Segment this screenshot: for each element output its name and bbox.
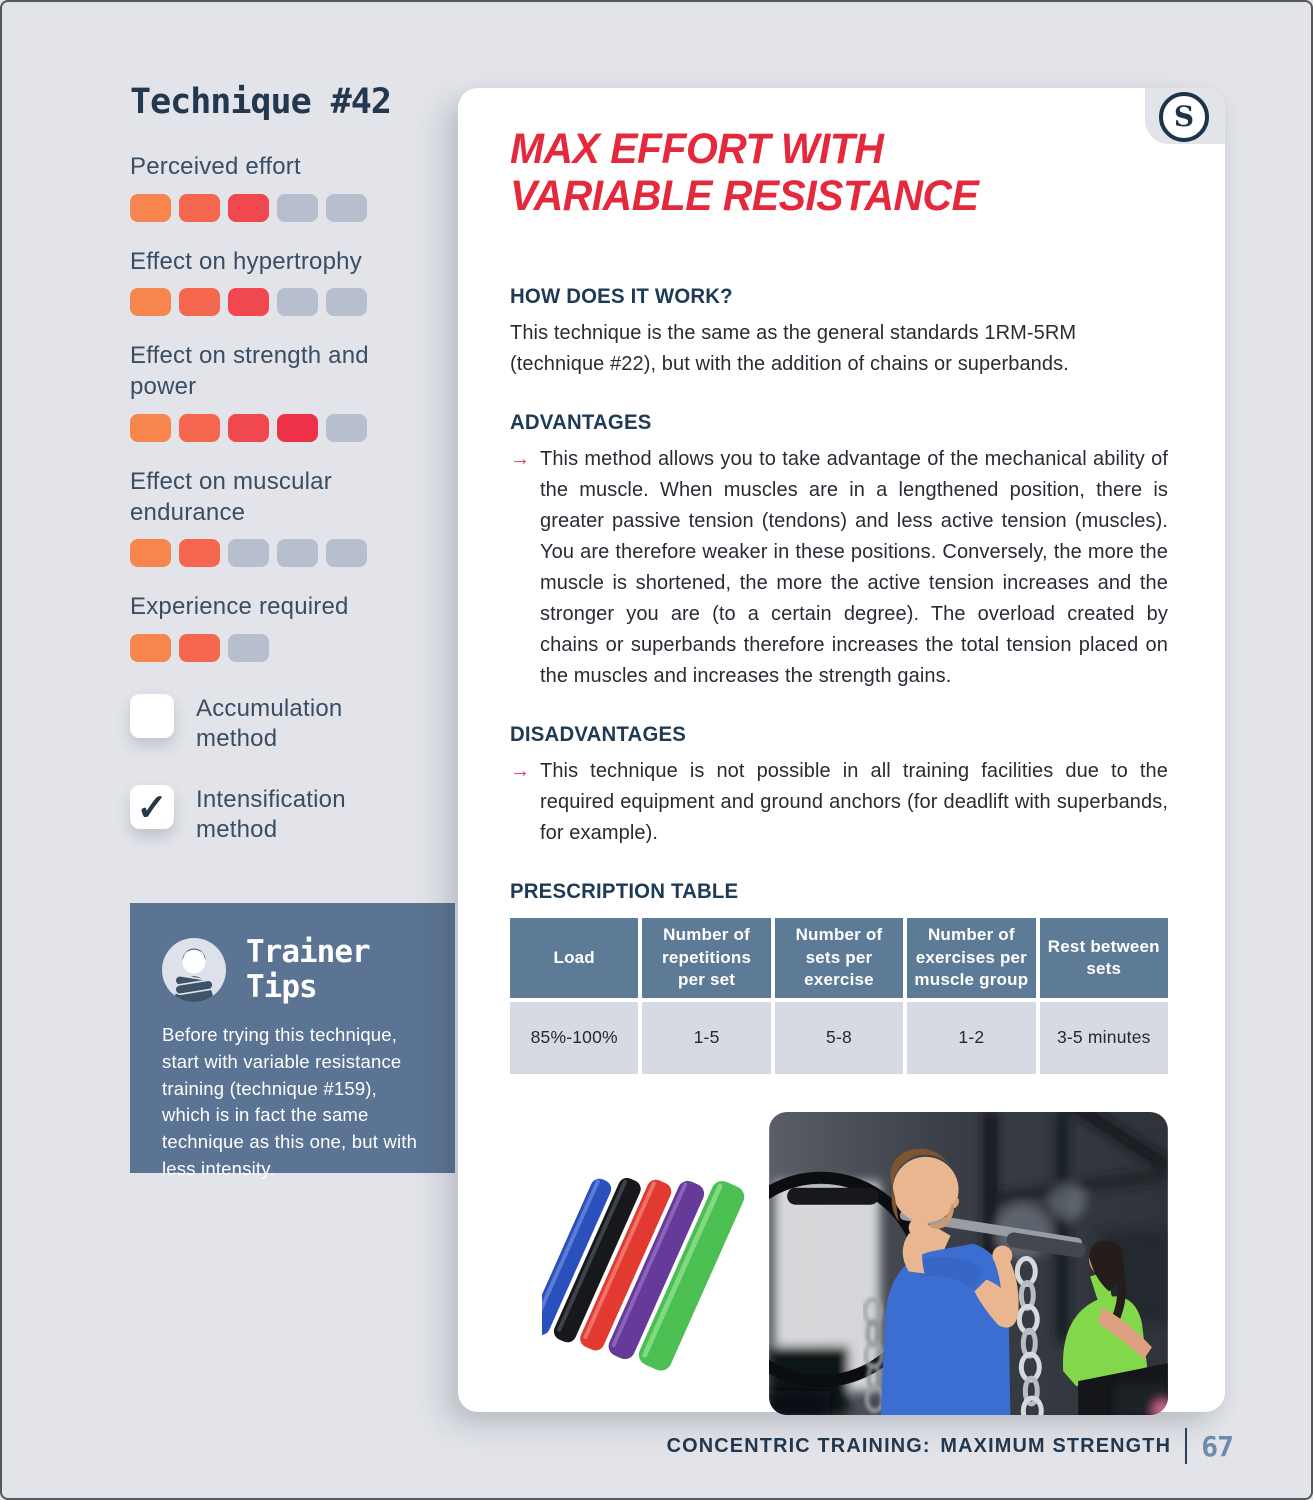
- rating-square-empty: [326, 539, 367, 567]
- prescription-table: [506, 914, 1172, 1078]
- table-header-cell: Rest between sets: [1040, 918, 1168, 998]
- table-cell: 1-2: [907, 1002, 1035, 1074]
- rating-square-filled: [130, 634, 171, 662]
- page-title: MAX EFFORT WITH VARIABLE RESISTANCE: [510, 125, 979, 221]
- checkbox-checked: [130, 785, 174, 829]
- rating-square-filled: [179, 414, 220, 442]
- bullet-text: This method allows you to take advantage of the mechanical ability of the muscle. When muscles are in a lengthened position, there is greater passive tension (tendons) and less active tension (muscles). You are therefore weaker in these positions. Conversely, the more the muscle is shortened, the more the active tension increases and the stronger you are (to a certain degree). The overload created by chains or superbands therefore increases the total tension placed on the muscles and increases the strength gains.: [540, 447, 1168, 687]
- rating-squares: [130, 414, 435, 442]
- strength-badge-icon: [1159, 92, 1209, 142]
- trainer-icon: [162, 938, 226, 1002]
- rating-squares: [130, 634, 435, 662]
- rating-squares: [130, 288, 435, 316]
- bullet-item: [510, 444, 1168, 692]
- method-label: Intensification method: [196, 786, 346, 844]
- table-header-cell: Load: [510, 918, 638, 998]
- methods-list: [130, 694, 435, 845]
- section-paragraph: This technique is the same as the general standards 1RM-5RM (technique #22), but with the addition of chains or superbands.: [510, 321, 1077, 375]
- rating-square-filled: [228, 414, 269, 442]
- rating-square-filled: [130, 194, 171, 222]
- method-row: [130, 694, 435, 754]
- prescription-table-heading: PRESCRIPTION TABLE: [510, 879, 739, 903]
- rating-square-filled: [130, 539, 171, 567]
- rating-row: [130, 152, 435, 222]
- ratings-list: [130, 152, 435, 662]
- arrow-bullet-icon: →: [510, 759, 530, 782]
- rating-square-empty: [326, 288, 367, 316]
- table-header-cell: Number of exercises per muscle group: [907, 918, 1035, 998]
- rating-square-filled: [179, 288, 220, 316]
- rating-squares: [130, 194, 435, 222]
- trainer-tips-text: Before trying this technique, start with variable resistance training (technique #159), which is in fact the same technique as this one, but with less intensity.: [162, 1024, 418, 1179]
- section-advantages: [510, 411, 1168, 692]
- rating-label: Perceived effort: [130, 153, 301, 180]
- checkmark-icon: ✓: [136, 786, 168, 828]
- section-heading: ADVANTAGES: [510, 410, 652, 434]
- prescription-table-head: [510, 918, 1168, 998]
- rating-row: [130, 247, 435, 317]
- arrow-bullet-icon: →: [510, 447, 530, 470]
- rating-square-empty: [277, 539, 318, 567]
- resistance-bands-photo: [542, 1145, 754, 1381]
- technique-number-title: Technique #42: [130, 82, 391, 122]
- rating-row: [130, 592, 435, 662]
- section-disadvantages: [510, 723, 1168, 849]
- rating-square-empty: [228, 634, 269, 662]
- rating-label: Effect on muscular endurance: [130, 467, 332, 526]
- badge-tab: [1145, 88, 1225, 144]
- bullet-text: This technique is not possible in all training facilities due to the required equipment and ground anchors (for deadlift with superbands, for example).: [540, 759, 1168, 844]
- rating-squares: [130, 539, 435, 567]
- rating-square-empty: [277, 288, 318, 316]
- footer-section-title: CONCENTRIC TRAINING: MAXIMUM STRENGTH: [666, 1434, 1172, 1457]
- rating-square-filled: [179, 539, 220, 567]
- trainer-tips-header: [162, 935, 427, 1004]
- rating-square-filled: [130, 288, 171, 316]
- rating-square-empty: [326, 414, 367, 442]
- section-how-does-it-work: [510, 285, 1168, 380]
- table-header-cell: Number of repetitions per set: [642, 918, 770, 998]
- method-row: [130, 785, 435, 845]
- sidebar: [130, 82, 435, 876]
- rating-square-filled: [228, 288, 269, 316]
- section-heading: HOW DOES IT WORK?: [510, 284, 733, 308]
- rating-square-filled: [228, 194, 269, 222]
- trainer-tips-title: Trainer Tips: [246, 934, 370, 1005]
- section-prescription-table: [510, 880, 1168, 1078]
- section-heading: DISADVANTAGES: [510, 722, 687, 746]
- rating-square-filled: [277, 414, 318, 442]
- rating-row: [130, 467, 435, 567]
- bullet-item: [510, 756, 1168, 849]
- table-cell: 3-5 minutes: [1040, 1002, 1168, 1074]
- page-number: 67: [1201, 1429, 1233, 1463]
- table-cell: 5-8: [775, 1002, 903, 1074]
- rating-square-empty: [326, 194, 367, 222]
- badge-letter: S: [1173, 100, 1195, 133]
- gym-squat-chains-photo: [769, 1112, 1168, 1415]
- prescription-table-body: [510, 1002, 1168, 1074]
- trainer-tips-box: [130, 903, 455, 1179]
- rating-square-empty: [228, 539, 269, 567]
- table-cell: 85%-100%: [510, 1002, 638, 1074]
- rating-label: Effect on strength and power: [130, 342, 369, 401]
- table-header-cell: Number of sets per exercise: [775, 918, 903, 998]
- rating-square-filled: [179, 194, 220, 222]
- table-header-row: [510, 918, 1168, 998]
- table-cell: 1-5: [642, 1002, 770, 1074]
- rating-row: [130, 341, 435, 441]
- rating-label: Effect on hypertrophy: [130, 247, 362, 275]
- table-row: [510, 1002, 1168, 1074]
- rating-label: Experience required: [130, 593, 349, 621]
- rating-square-filled: [179, 634, 220, 662]
- rating-square-filled: [130, 414, 171, 442]
- media-row: [510, 1112, 1168, 1415]
- page-footer: [651, 1424, 1233, 1468]
- content-card: [458, 88, 1225, 1412]
- method-label: Accumulation method: [196, 695, 343, 753]
- footer-divider: [1185, 1428, 1187, 1464]
- checkbox-unchecked: [130, 694, 174, 738]
- rating-square-empty: [277, 194, 318, 222]
